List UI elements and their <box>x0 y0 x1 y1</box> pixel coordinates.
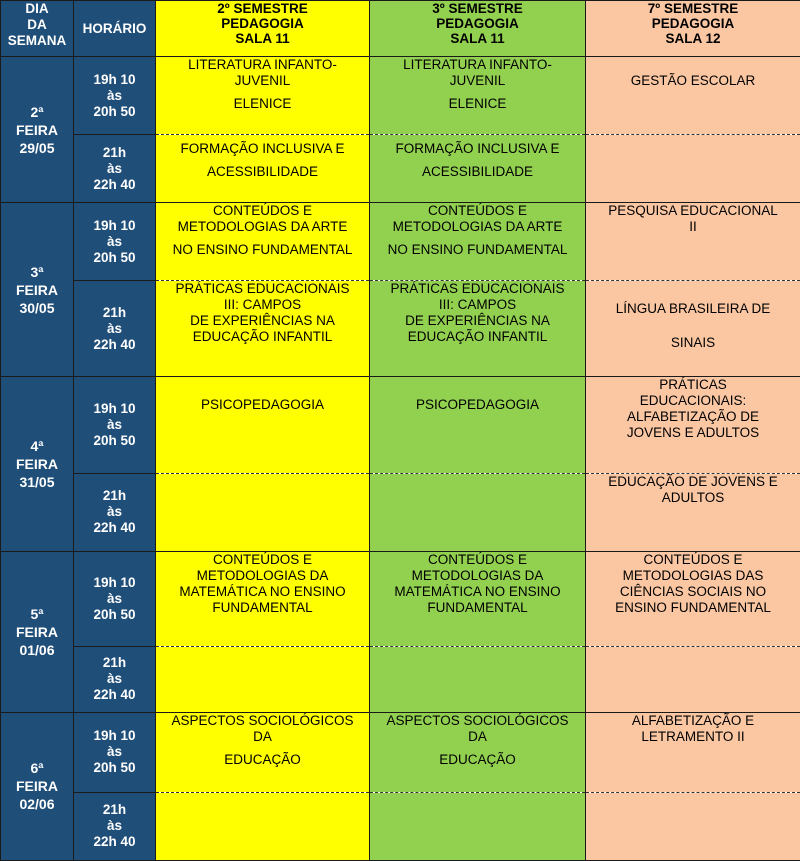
day-date: 01/06 <box>19 641 55 658</box>
course-cell-empty <box>156 473 370 551</box>
time-end: 20h 50 <box>93 249 136 265</box>
schedule-row <box>1 551 800 646</box>
time-column-header <box>74 1 156 57</box>
course-line: III: CAMPOS <box>438 297 517 313</box>
time-start: 19h 10 <box>93 400 136 416</box>
course-cell <box>156 281 370 377</box>
time-end: 22h 40 <box>93 687 136 703</box>
day-date: 02/06 <box>19 796 55 813</box>
course-line: METODOLOGIAS DA <box>411 567 544 583</box>
course-cell <box>370 377 586 473</box>
course-cell-empty <box>156 646 370 712</box>
course-line: DE EXPERIÊNCIAS NA <box>405 313 550 329</box>
course-line: MATEMÁTICA NO ENSINO <box>179 583 346 599</box>
time-header-label: HORÁRIO <box>82 20 147 36</box>
schedule-row <box>1 281 800 377</box>
course-cell <box>586 551 800 646</box>
day-column-header <box>1 1 74 57</box>
day-ordinal: 6ª <box>30 760 44 777</box>
day-cell <box>1 203 74 377</box>
time-slot-cell <box>74 792 156 860</box>
course-line: CONTEÚDOS E <box>427 203 527 219</box>
course-line: PSICOPEDAGOGIA <box>415 397 540 413</box>
course-line: SINAIS <box>670 335 716 351</box>
semester-header-line: PEDAGOGIA <box>651 16 735 31</box>
course-line: FORMAÇÃO INCLUSIVA E <box>395 141 560 157</box>
course-line: METODOLOGIAS DA <box>196 567 329 583</box>
day-date: 29/05 <box>19 139 55 156</box>
course-line: NO ENSINO FUNDAMENTAL <box>387 242 568 258</box>
time-end: 20h 50 <box>93 760 136 776</box>
day-header-line: DIA <box>25 1 49 16</box>
time-end: 20h 50 <box>93 103 136 119</box>
course-line: PESQUISA EDUCACIONAL <box>608 203 778 219</box>
course-line: FUNDAMENTAL <box>212 599 313 615</box>
course-line: LITERATURA INFANTO- <box>403 57 552 73</box>
course-line: ENSINO FUNDAMENTAL <box>615 599 771 615</box>
time-slot-cell <box>74 377 156 473</box>
course-cell <box>156 712 370 792</box>
course-cell-empty <box>370 792 586 860</box>
time-start: 19h 10 <box>93 71 136 87</box>
time-sep: às <box>106 320 123 336</box>
time-slot-cell <box>74 473 156 551</box>
course-cell <box>370 57 586 135</box>
course-cell <box>370 281 586 377</box>
course-cell <box>586 57 800 135</box>
course-line: METODOLOGIAS DA ARTE <box>177 219 348 235</box>
schedule-row <box>1 712 800 792</box>
course-line: EDUCAÇÃO <box>224 751 301 767</box>
course-line: JUVENIL <box>234 73 291 89</box>
course-line: ASPECTOS SOCIOLÓGICOS <box>171 712 354 728</box>
day-word: FEIRA <box>16 778 58 795</box>
time-sep: às <box>106 671 123 687</box>
course-cell <box>370 551 586 646</box>
time-start: 21h <box>102 304 127 320</box>
day-ordinal: 5ª <box>30 605 44 622</box>
day-date: 30/05 <box>19 299 55 316</box>
semester-3-header <box>370 1 586 57</box>
course-teacher: ELENICE <box>233 96 292 112</box>
course-cell-empty <box>370 473 586 551</box>
schedule-row <box>1 792 800 860</box>
time-start: 21h <box>102 655 127 671</box>
day-ordinal: 3ª <box>30 263 44 280</box>
course-cell-empty <box>586 792 800 860</box>
course-cell <box>586 377 800 473</box>
schedule-row <box>1 135 800 203</box>
course-line: ACESSIBILIDADE <box>421 164 534 180</box>
time-start: 21h <box>102 488 127 504</box>
course-line: DE EXPERIÊNCIAS NA <box>190 313 335 329</box>
course-cell <box>586 281 800 377</box>
course-cell <box>156 57 370 135</box>
day-ordinal: 4ª <box>30 438 44 454</box>
semester-header-line: SALA 12 <box>665 31 721 46</box>
course-line: EDUCACIONAIS: <box>639 393 747 409</box>
course-cell <box>586 712 800 792</box>
time-slot-cell <box>74 203 156 281</box>
time-end: 22h 40 <box>93 336 136 352</box>
course-cell-empty <box>156 792 370 860</box>
time-sep: às <box>106 416 123 432</box>
course-line: GESTÃO ESCOLAR <box>630 73 756 89</box>
course-line: FUNDAMENTAL <box>427 599 528 615</box>
course-teacher: ELENICE <box>448 96 507 112</box>
course-cell <box>586 473 800 551</box>
course-line: CONTEÚDOS E <box>212 203 312 219</box>
time-slot-cell <box>74 712 156 792</box>
course-cell <box>156 551 370 646</box>
course-line: PRÁTICAS <box>659 377 727 393</box>
day-date: 31/05 <box>19 474 55 490</box>
course-cell <box>370 135 586 203</box>
semester-header-line: SALA 11 <box>450 31 505 46</box>
day-word: FEIRA <box>16 623 58 640</box>
course-line: CONTEÚDOS E <box>212 551 312 567</box>
course-line: III: CAMPOS <box>223 297 302 313</box>
header-row <box>1 1 800 57</box>
day-cell <box>1 712 74 860</box>
time-slot-cell <box>74 646 156 712</box>
time-start: 19h 10 <box>93 728 136 744</box>
time-sep: às <box>106 233 123 249</box>
time-sep: às <box>106 504 123 520</box>
course-cell-empty <box>586 646 800 712</box>
schedule-row <box>1 377 800 473</box>
course-line: NO ENSINO FUNDAMENTAL <box>172 242 353 258</box>
course-cell <box>156 135 370 203</box>
time-end: 22h 40 <box>93 834 136 850</box>
course-line: LÍNGUA BRASILEIRA DE <box>615 301 771 317</box>
day-ordinal: 2ª <box>30 103 44 120</box>
time-sep: às <box>106 818 123 834</box>
course-line: JOVENS E ADULTOS <box>626 425 760 441</box>
course-cell-empty <box>586 135 800 203</box>
time-slot-cell <box>74 57 156 135</box>
schedule-row <box>1 473 800 551</box>
course-line: EDUCAÇÃO <box>439 751 516 767</box>
day-header-line: SEMANA <box>7 33 67 48</box>
day-word: FEIRA <box>16 281 58 298</box>
time-sep: às <box>106 590 123 606</box>
course-line: EDUCAÇÃO INFANTIL <box>407 329 548 345</box>
course-cell <box>156 377 370 473</box>
time-end: 20h 50 <box>93 432 136 448</box>
course-line: PSICOPEDAGOGIA <box>200 397 325 413</box>
course-line: EDUCAÇÃO INFANTIL <box>192 329 333 345</box>
course-line: METODOLOGIAS DA ARTE <box>392 219 563 235</box>
time-end: 22h 40 <box>93 176 136 192</box>
semester-header-line: PEDAGOGIA <box>436 16 519 31</box>
course-line: DA <box>253 728 272 744</box>
time-start: 21h <box>102 802 127 818</box>
course-line: PRÁTICAS EDUCACIONAIS <box>175 281 350 297</box>
course-line: CONTEÚDOS E <box>643 551 743 567</box>
semester-header-line: SALA 11 <box>235 31 290 46</box>
course-line: MATEMÁTICA NO ENSINO <box>394 583 561 599</box>
semester-header-line: 2º SEMESTRE <box>217 1 308 16</box>
time-sep: às <box>106 160 123 176</box>
time-slot-cell <box>74 551 156 646</box>
time-sep: às <box>106 87 123 103</box>
course-line: JUVENIL <box>449 73 506 89</box>
schedule-row <box>1 646 800 712</box>
course-line: ALFABETIZAÇÃO DE <box>626 409 760 425</box>
course-line: II <box>689 219 697 235</box>
semester-header-line: 7º SEMESTRE <box>647 1 739 16</box>
course-line: ACESSIBILIDADE <box>206 164 319 180</box>
time-slot-cell <box>74 281 156 377</box>
semester-header-line: 3º SEMESTRE <box>432 1 523 16</box>
course-line: ASPECTOS SOCIOLÓGICOS <box>386 712 569 728</box>
semester-2-header <box>156 1 370 57</box>
course-line: ALFABETIZAÇÃO E <box>631 712 755 728</box>
course-cell <box>370 203 586 281</box>
course-cell <box>586 203 800 281</box>
course-line: LETRAMENTO II <box>641 728 745 744</box>
time-start: 21h <box>102 144 127 160</box>
course-cell-empty <box>370 646 586 712</box>
day-word: FEIRA <box>16 121 58 138</box>
course-line: CONTEÚDOS E <box>427 551 527 567</box>
time-end: 22h 40 <box>93 520 136 536</box>
day-cell <box>1 551 74 712</box>
semester-header-line: PEDAGOGIA <box>221 16 304 31</box>
day-word: FEIRA <box>16 456 58 472</box>
time-start: 19h 10 <box>93 574 136 590</box>
course-line: ADULTOS <box>661 489 725 505</box>
course-line: CIÊNCIAS SOCIAIS NO <box>619 583 767 599</box>
course-line: METODOLOGIAS DAS <box>622 567 764 583</box>
course-cell <box>370 712 586 792</box>
course-line: FORMAÇÃO INCLUSIVA E <box>180 141 345 157</box>
semester-7-header <box>586 1 800 57</box>
time-sep: às <box>106 744 123 760</box>
day-cell <box>1 377 74 551</box>
course-line: DA <box>468 728 487 744</box>
schedule-row <box>1 203 800 281</box>
course-line: LITERATURA INFANTO- <box>188 57 337 73</box>
time-start: 19h 10 <box>93 217 136 233</box>
course-line: PRÁTICAS EDUCACIONAIS <box>390 281 565 297</box>
time-slot-cell <box>74 135 156 203</box>
course-line: EDUCAÇÃO DE JOVENS E <box>608 473 778 489</box>
day-header-line: DA <box>27 17 47 32</box>
schedule-row <box>1 57 800 135</box>
day-cell <box>1 57 74 203</box>
time-end: 20h 50 <box>93 606 136 622</box>
course-cell <box>156 203 370 281</box>
